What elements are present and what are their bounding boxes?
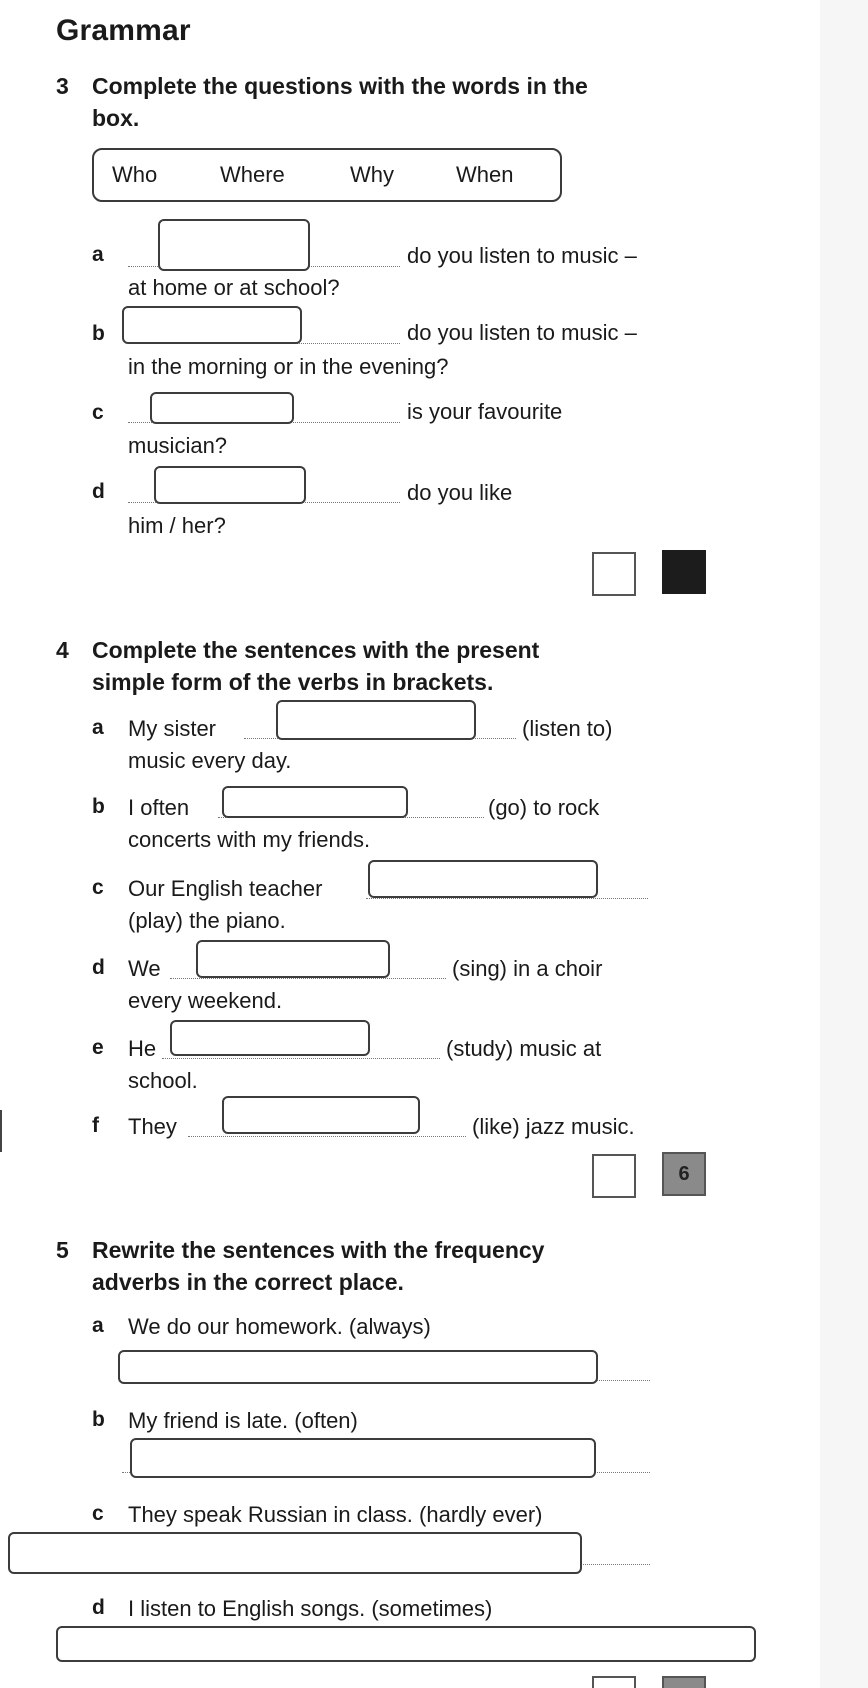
task-3b-letter: b	[92, 322, 105, 345]
margin-mark	[0, 1110, 2, 1152]
task-3a-letter: a	[92, 243, 104, 266]
task-5b-text: My friend is late. (often)	[128, 1408, 358, 1433]
task-4-title-line1: Complete the sentences with the present	[92, 637, 540, 663]
task-4a-letter: a	[92, 716, 104, 739]
word-box	[92, 148, 562, 202]
task-5d-answer-field[interactable]	[56, 1626, 756, 1662]
answer-line	[170, 978, 446, 979]
task-4e-text-before: He	[128, 1036, 157, 1061]
task-3-max-score-box	[662, 550, 706, 594]
task-5a-letter: a	[92, 1314, 104, 1337]
task-4d-answer-field[interactable]	[196, 940, 390, 978]
task-4f-text-after: (like) jazz music.	[472, 1114, 635, 1139]
task-3-score-box[interactable]	[592, 552, 636, 596]
task-3b-text: do you listen to music –	[407, 320, 637, 345]
task-5c-answer-field[interactable]	[8, 1532, 582, 1574]
task-4c-text-line2: (play) the piano.	[128, 908, 286, 933]
task-5-score-box[interactable]	[592, 1676, 636, 1688]
task-3a-text-line2: at home or at school?	[128, 275, 340, 300]
task-4d-text-before: We	[128, 956, 161, 981]
answer-line	[366, 898, 648, 899]
task-4a-text-line2: music every day.	[128, 748, 292, 773]
task-3d-letter: d	[92, 480, 105, 503]
task-5-max-score-box	[662, 1676, 706, 1688]
task-4e-text-after: (study) music at	[446, 1036, 602, 1061]
answer-line	[162, 1058, 440, 1059]
task-4-score-box[interactable]	[592, 1154, 636, 1198]
task-4e-letter: e	[92, 1036, 104, 1059]
task-5-number: 5	[56, 1237, 69, 1263]
task-4-number: 4	[56, 637, 69, 663]
task-4-max-score: 6	[662, 1152, 706, 1196]
task-3d-text-line2: him / her?	[128, 513, 226, 538]
task-5c-text: They speak Russian in class. (hardly ever)	[128, 1502, 543, 1527]
task-4a-text-after: (listen to)	[522, 716, 613, 741]
task-5a-answer-field[interactable]	[118, 1350, 598, 1384]
task-4b-text-after: (go) to rock	[488, 795, 600, 820]
answer-line	[188, 1136, 466, 1137]
task-3d-answer-field[interactable]	[154, 466, 306, 504]
task-4b-text-before: I often	[128, 795, 190, 820]
task-4c-text-before: Our English teacher	[128, 876, 323, 901]
task-3b-answer-field[interactable]	[122, 306, 302, 344]
task-3a-answer-field[interactable]	[158, 219, 310, 271]
word-when: When	[456, 162, 514, 187]
task-5d-text: I listen to English songs. (sometimes)	[128, 1596, 493, 1621]
task-3b-text-line2: in the morning or in the evening?	[128, 354, 449, 379]
task-3d-text: do you like	[407, 480, 513, 505]
task-5b-answer-field[interactable]	[130, 1438, 596, 1478]
task-4f-answer-field[interactable]	[222, 1096, 420, 1134]
task-4f-letter: f	[92, 1114, 99, 1137]
page-title: Grammar	[56, 14, 191, 47]
task-4c-letter: c	[92, 876, 104, 899]
task-3-number: 3	[56, 73, 69, 99]
task-5-title-line2: adverbs in the correct place.	[92, 1269, 404, 1295]
task-4e-text-line2: school.	[128, 1068, 198, 1093]
task-4d-letter: d	[92, 956, 105, 979]
task-4d-text-line2: every weekend.	[128, 988, 283, 1013]
task-4e-answer-field[interactable]	[170, 1020, 370, 1056]
task-3c-letter: c	[92, 401, 104, 424]
task-3-title-line1: Complete the questions with the words in the	[92, 73, 588, 99]
task-4-title-line2: simple form of the verbs in brackets.	[92, 669, 494, 695]
task-4a-text-before: My sister	[128, 716, 216, 741]
word-who: Who	[112, 162, 158, 187]
task-5-title-line1: Rewrite the sentences with the frequency	[92, 1237, 545, 1263]
task-4c-answer-field[interactable]	[368, 860, 598, 898]
task-4d-text-after: (sing) in a choir	[452, 956, 603, 981]
task-4b-letter: b	[92, 795, 105, 818]
page-edge-shadow	[820, 0, 868, 1688]
task-3c-text: is your favourite	[407, 399, 563, 424]
task-3c-text-line2: musician?	[128, 433, 228, 458]
task-5c-letter: c	[92, 1502, 104, 1525]
task-5b-letter: b	[92, 1408, 105, 1431]
task-5a-text: We do our homework. (always)	[128, 1314, 431, 1339]
task-3c-answer-field[interactable]	[150, 392, 294, 424]
task-3-title-line2: box.	[92, 105, 140, 131]
task-5d-letter: d	[92, 1596, 105, 1619]
task-3a-text: do you listen to music –	[407, 243, 637, 268]
task-4b-text-line2: concerts with my friends.	[128, 827, 371, 852]
task-4f-text-before: They	[128, 1114, 177, 1139]
task-4b-answer-field[interactable]	[222, 786, 408, 818]
word-where: Where	[220, 162, 285, 187]
task-4a-answer-field[interactable]	[276, 700, 476, 740]
word-why: Why	[350, 162, 394, 187]
